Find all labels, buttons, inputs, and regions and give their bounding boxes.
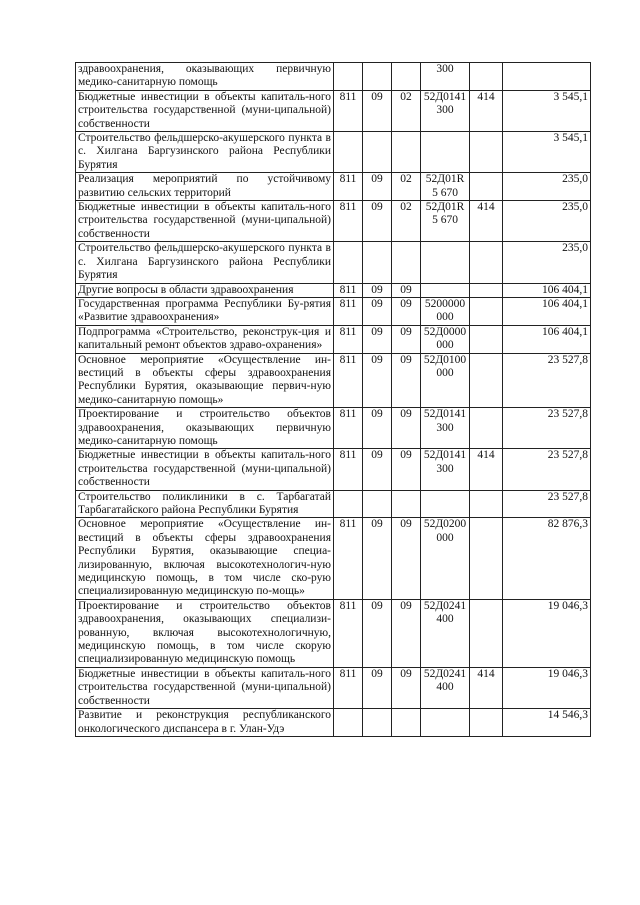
row-target-code: [421, 132, 470, 173]
table-row: [76, 132, 591, 173]
row-section-code: 09: [363, 408, 392, 449]
row-expense-type: [470, 63, 503, 91]
row-name: Строительство фельдшерско-акушерского пункта в с. Хилгана Баргузинского района Республики Бурятия: [76, 132, 334, 173]
table-row: [76, 325, 591, 353]
row-section-code: 09: [363, 353, 392, 408]
row-name: Строительство поликлиники в с. Тарбагатай Тарбагатайского района Республики Бурятия: [76, 490, 334, 518]
row-expense-type: 414: [470, 667, 503, 708]
row-grbs-code: 811: [334, 90, 363, 131]
row-target-code: 52Д0000 000: [421, 325, 470, 353]
row-expense-type: [470, 132, 503, 173]
row-section-code: 09: [363, 201, 392, 242]
row-target-code: 52Д0100 000: [421, 353, 470, 408]
row-section-code: 09: [363, 667, 392, 708]
row-target-code: 52Д0200 000: [421, 518, 470, 599]
table-row: [76, 297, 591, 325]
table-row: [76, 242, 591, 283]
row-subsection-code: 09: [392, 518, 421, 599]
row-expense-type: [470, 283, 503, 297]
row-expense-type: [470, 297, 503, 325]
row-grbs-code: 811: [334, 449, 363, 490]
row-section-code: 09: [363, 518, 392, 599]
table-row: [76, 518, 591, 599]
budget-table: [75, 62, 591, 737]
row-section-code: 09: [363, 90, 392, 131]
row-target-code: 300: [421, 63, 470, 91]
row-amount: 235,0: [503, 201, 591, 242]
table-row: [76, 490, 591, 518]
row-target-code: [421, 709, 470, 737]
row-grbs-code: [334, 709, 363, 737]
row-section-code: 09: [363, 283, 392, 297]
row-section-code: 09: [363, 297, 392, 325]
row-grbs-code: 811: [334, 353, 363, 408]
row-subsection-code: [392, 709, 421, 737]
row-name: Основное мероприятие «Осуществление ин-вестиций в объекты сферы здравоохранения Республики Бурятия, оказывающие первич-ную медико-санитарную помощь»: [76, 353, 334, 408]
row-section-code: 09: [363, 325, 392, 353]
row-section-code: [363, 709, 392, 737]
row-name: Развитие и реконструкция республиканского онкологического диспансера в г. Улан-Удэ: [76, 709, 334, 737]
row-amount: 106 404,1: [503, 297, 591, 325]
row-expense-type: [470, 709, 503, 737]
table-row: [76, 173, 591, 201]
row-target-code: [421, 242, 470, 283]
row-name: Бюджетные инвестиции в объекты капиталь-ного строительства государственной (муни-ципальной) собственности: [76, 667, 334, 708]
table-row: [76, 283, 591, 297]
row-subsection-code: [392, 63, 421, 91]
row-target-code: [421, 490, 470, 518]
row-name: Проектирование и строительство объектов здравоохранения, оказывающих первичную медико-санитарную помощь: [76, 408, 334, 449]
row-subsection-code: 09: [392, 599, 421, 667]
row-section-code: 09: [363, 173, 392, 201]
row-name: Реализация мероприятий по устойчивому развитию сельских территорий: [76, 173, 334, 201]
row-name: Бюджетные инвестиции в объекты капиталь-ного строительства государственной (муни-ципальной) собственности: [76, 449, 334, 490]
row-expense-type: 414: [470, 201, 503, 242]
row-amount: 106 404,1: [503, 325, 591, 353]
row-target-code: 52Д0141 300: [421, 449, 470, 490]
row-subsection-code: 09: [392, 667, 421, 708]
row-section-code: 09: [363, 599, 392, 667]
row-amount: 235,0: [503, 242, 591, 283]
row-name: Бюджетные инвестиции в объекты капиталь-ного строительства государственной (муни-ципальной) собственности: [76, 201, 334, 242]
row-amount: 235,0: [503, 173, 591, 201]
row-subsection-code: [392, 242, 421, 283]
budget-table-body: [76, 63, 591, 737]
row-expense-type: [470, 173, 503, 201]
row-amount: 106 404,1: [503, 283, 591, 297]
row-grbs-code: [334, 242, 363, 283]
document-page: [75, 62, 591, 737]
row-name: здравоохранения, оказывающих первичную медико-санитарную помощь: [76, 63, 334, 91]
row-subsection-code: 09: [392, 283, 421, 297]
row-subsection-code: [392, 132, 421, 173]
row-expense-type: [470, 490, 503, 518]
row-amount: 23 527,8: [503, 490, 591, 518]
row-section-code: [363, 490, 392, 518]
row-grbs-code: 811: [334, 283, 363, 297]
row-section-code: [363, 132, 392, 173]
row-grbs-code: 811: [334, 599, 363, 667]
row-target-code: 52Д0241 400: [421, 599, 470, 667]
row-name: Основное мероприятие «Осуществление ин-вестиций в объекты сферы здравоохранения Республики Бурятия, оказывающие специа-лизированную, включая высокотехнологич-ную медицинскую помощь, в том числе ско-рую специализированную медицинскую по-мощь»: [76, 518, 334, 599]
row-subsection-code: 02: [392, 201, 421, 242]
row-section-code: [363, 63, 392, 91]
row-subsection-code: 09: [392, 297, 421, 325]
row-name: Подпрограмма «Строительство, реконструк-ция и капитальный ремонт объектов здраво-охранения»: [76, 325, 334, 353]
row-grbs-code: [334, 63, 363, 91]
row-name: Бюджетные инвестиции в объекты капиталь-ного строительства государственной (муни-ципальной) собственности: [76, 90, 334, 131]
row-grbs-code: 811: [334, 297, 363, 325]
row-amount: 19 046,3: [503, 667, 591, 708]
row-grbs-code: 811: [334, 408, 363, 449]
row-subsection-code: 09: [392, 449, 421, 490]
table-row: [76, 63, 591, 91]
row-target-code: 52Д0241 400: [421, 667, 470, 708]
row-expense-type: 414: [470, 449, 503, 490]
row-grbs-code: [334, 490, 363, 518]
row-grbs-code: 811: [334, 325, 363, 353]
row-subsection-code: 02: [392, 90, 421, 131]
table-row: [76, 408, 591, 449]
row-expense-type: 414: [470, 90, 503, 131]
table-row: [76, 90, 591, 131]
row-subsection-code: 02: [392, 173, 421, 201]
row-expense-type: [470, 325, 503, 353]
row-target-code: 5200000 000: [421, 297, 470, 325]
row-amount: [503, 63, 591, 91]
row-amount: 14 546,3: [503, 709, 591, 737]
table-row: [76, 449, 591, 490]
row-expense-type: [470, 599, 503, 667]
row-subsection-code: [392, 490, 421, 518]
row-grbs-code: [334, 132, 363, 173]
row-amount: 23 527,8: [503, 408, 591, 449]
row-amount: 3 545,1: [503, 132, 591, 173]
row-expense-type: [470, 242, 503, 283]
row-amount: 82 876,3: [503, 518, 591, 599]
row-amount: 19 046,3: [503, 599, 591, 667]
row-name: Строительство фельдшерско-акушерского пункта в с. Хилгана Баргузинского района Республики Бурятия: [76, 242, 334, 283]
row-amount: 23 527,8: [503, 353, 591, 408]
table-row: [76, 667, 591, 708]
row-name: Проектирование и строительство объектов здравоохранения, оказывающих специализи-рованную, включая высокотехнологичную, медицинскую помощь, в том числе скорую специализированную медицинскую помощь: [76, 599, 334, 667]
row-target-code: 52Д01R5 670: [421, 201, 470, 242]
row-amount: 3 545,1: [503, 90, 591, 131]
row-grbs-code: 811: [334, 667, 363, 708]
row-target-code: 52Д01R5 670: [421, 173, 470, 201]
row-name: Другие вопросы в области здравоохранения: [76, 283, 334, 297]
table-row: [76, 599, 591, 667]
row-grbs-code: 811: [334, 518, 363, 599]
row-amount: 23 527,8: [503, 449, 591, 490]
row-expense-type: [470, 353, 503, 408]
row-subsection-code: 09: [392, 325, 421, 353]
row-expense-type: [470, 518, 503, 599]
row-target-code: [421, 283, 470, 297]
row-grbs-code: 811: [334, 201, 363, 242]
table-row: [76, 353, 591, 408]
row-target-code: 52Д0141 300: [421, 408, 470, 449]
table-row: [76, 201, 591, 242]
row-section-code: 09: [363, 449, 392, 490]
table-row: [76, 709, 591, 737]
row-target-code: 52Д0141 300: [421, 90, 470, 131]
row-subsection-code: 09: [392, 408, 421, 449]
row-expense-type: [470, 408, 503, 449]
row-grbs-code: 811: [334, 173, 363, 201]
row-subsection-code: 09: [392, 353, 421, 408]
row-name: Государственная программа Республики Бу-рятия «Развитие здравоохранения»: [76, 297, 334, 325]
row-section-code: [363, 242, 392, 283]
